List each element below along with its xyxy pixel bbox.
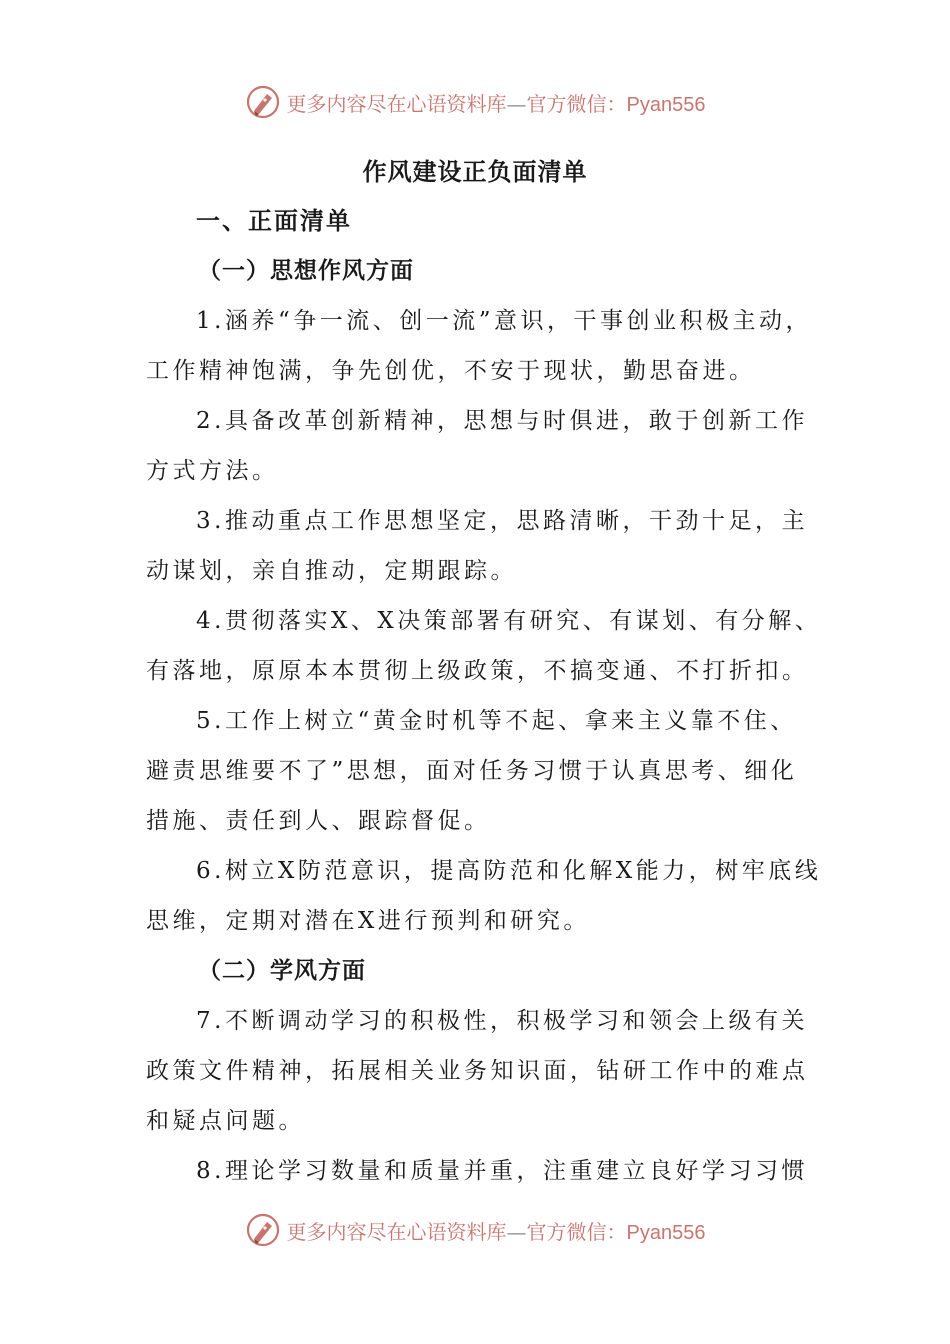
document-title: 作风建设正负面清单	[362, 158, 588, 186]
paragraph-line: 和疑点问题。	[146, 1108, 305, 1134]
list-item	[146, 696, 806, 846]
paragraph-line: 8.理论学习数量和质量并重，注重建立良好学习习惯	[196, 1158, 808, 1184]
paragraph-line: 5.工作上树立“黄金时机等不起、拿来主义靠不住、	[196, 708, 797, 734]
list-item	[146, 1146, 806, 1196]
subsection-heading-study-style: （二）学风方面	[198, 958, 366, 984]
paragraph-line: 措施、责任到人、跟踪督促。	[146, 808, 491, 834]
list-item	[146, 846, 822, 946]
paragraph-line: 6.树立X防范意识，提高防范和化解X能力，树牢底线	[196, 858, 822, 884]
paragraph-line: 思维，定期对潜在X进行预判和研究。	[146, 908, 590, 934]
header-watermark	[0, 82, 950, 122]
list-item	[146, 996, 809, 1146]
watermark-text: 更多内容尽在心语资料库—官方微信：Pyan556	[286, 91, 706, 116]
list-item	[146, 396, 806, 496]
list-item	[146, 296, 812, 396]
footer-watermark	[0, 1210, 950, 1250]
pen-nib-circle-logo-icon	[245, 84, 281, 120]
paragraph-line: 7.不断调动学习的积极性，积极学习和领会上级有关	[196, 1008, 808, 1034]
paragraph-line: 有落地，原原本本贯彻上级政策，不搞变通、不打折扣。	[146, 658, 809, 684]
paragraph-line: 避责思维要不了”思想，面对任务习惯于认真思考、细化	[146, 758, 798, 784]
paragraph-line: 1.涵养“争一流、创一流”意识，干事创业积极主动，	[196, 308, 812, 334]
list-item	[146, 496, 806, 596]
paragraph-line: 政策文件精神，拓展相关业务知识面，钻研工作中的难点	[146, 1058, 809, 1084]
document-body	[146, 196, 822, 1196]
paragraph-group-study	[146, 996, 809, 1196]
paragraph-line: 方式方法。	[146, 458, 279, 484]
subsection-heading-thinking-style: （一）思想作风方面	[198, 258, 414, 284]
paragraph-line: 2.具备改革创新精神，思想与时俱进，敢于创新工作	[196, 408, 808, 434]
paragraph-line: 工作精神饱满，争先创优，不安于现状，勤思奋进。	[146, 358, 756, 384]
paragraph-line: 动谋划，亲自推动，定期跟踪。	[146, 558, 517, 584]
list-item	[146, 596, 822, 696]
paragraph-line: 4.贯彻落实X、X决策部署有研究、有谋划、有分解、	[196, 608, 822, 634]
paragraph-line: 3.推动重点工作思想坚定，思路清晰，干劲十足，主	[196, 508, 808, 534]
section-heading-positive-list: 一、正面清单	[196, 207, 352, 235]
paragraph-group-thinking	[146, 296, 822, 946]
watermark-text: 更多内容尽在心语资料库—官方微信：Pyan556	[286, 1219, 706, 1244]
pen-nib-circle-logo-icon	[245, 1212, 281, 1248]
